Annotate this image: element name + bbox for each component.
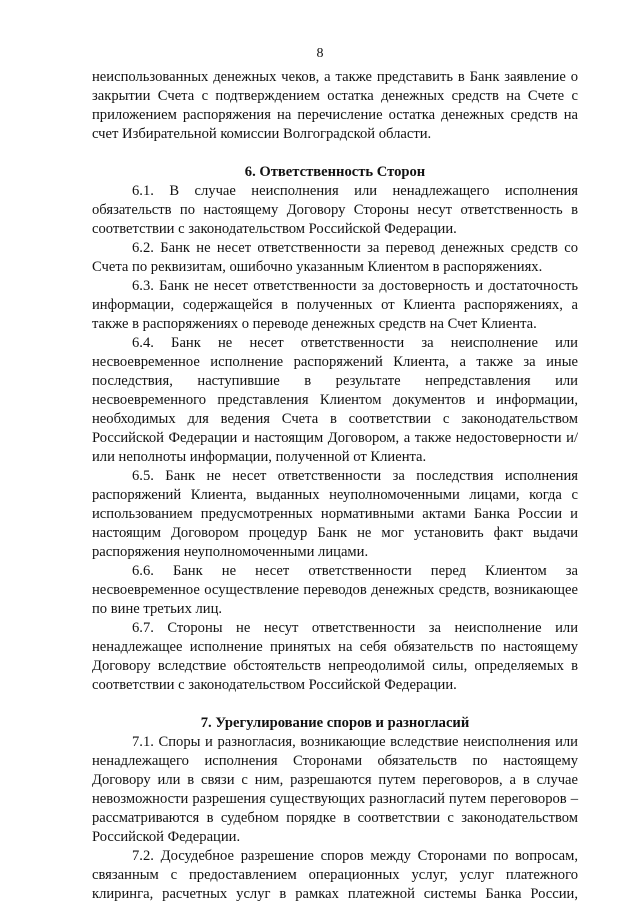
paragraph-7-2: 7.2. Досудебное разрешение споров между Сторонами по вопросам, связанным с предоставлением операционных услуг, услуг платежного клиринга, расчетных услуг в рамках платежной системы Банка России, [92, 848, 578, 902]
document-body [92, 68, 578, 904]
paragraph-6-5: 6.5. Банк не несет ответственности за последствия исполнения распоряжений Клиента, выданных неуполномоченными лицами, когда с использованием предусмотренных нормативными актами Банка России и настоящим Договором процедур Банк не мог установить факт выдачи распоряжения неуполномоченными лицами. [92, 468, 578, 560]
section-7-title: 7. Урегулирование споров и разногласий [200, 715, 470, 731]
paragraph-6-3: 6.3. Банк не несет ответственности за достоверность и достаточность информации, содержащейся в полученных от Клиента распоряжениях, а также в распоряжениях о переводе денежных средств на Счет Клиента. [92, 278, 578, 332]
paragraph-6-2: 6.2. Банк не несет ответственности за перевод денежных средств со Счета по реквизитам, ошибочно указанным Клиентом в распоряжениях. [92, 240, 578, 275]
paragraph-7-1: 7.1. Споры и разногласия, возникающие вследствие неисполнения или ненадлежащего исполнения Сторонами обязательств по настоящему Договору или в связи с ним, разрешаются путем переговоров, а в случае невозможности разрешения существующих разногласий путем переговоров – рассматриваются в судебном порядке в соответствии с законодательством Российской Федерации. [92, 734, 578, 845]
section-6-title: 6. Ответственность Сторон [244, 164, 426, 180]
paragraph-6-6: 6.6. Банк не несет ответственности перед Клиентом за несвоевременное осуществление переводов денежных средств, возникающее по вине третьих лиц. [92, 563, 578, 617]
paragraph-6-4: 6.4. Банк не несет ответственности за неисполнение или несвоевременное исполнение распоряжений Клиента, а также за иные последствия, наступившие в результате непредставления или несвоевременного представления Клиентом документов и информации, необходимых для ведения Счета в соответствии с законодательством Российской Федерации и настоящим Договором, а также недостоверности и/или неполноты информации, полученной от Клиента. [92, 335, 578, 465]
paragraph-6-7: 6.7. Стороны не несут ответственности за неисполнение или ненадлежащее исполнение принятых на себя обязательств по настоящему Договору вследствие обстоятельств непреодолимой силы, определяемых в соответствии с законодательством Российской Федерации. [92, 620, 578, 693]
paragraph-6-1: 6.1. В случае неисполнения или ненадлежащего исполнения обязательств по настоящему Договору Стороны несут ответственность в соответствии с законодательством Российской Федерации. [92, 183, 578, 237]
intro-paragraph: неиспользованных денежных чеков, а также представить в Банк заявление о закрытии Счета с подтверждением остатка денежных средств на Счете с приложением распоряжения на перечисление остатка денежных средств на счет Избирательной комиссии Волгоградской области. [92, 69, 578, 142]
page-number: 8 [316, 46, 324, 61]
